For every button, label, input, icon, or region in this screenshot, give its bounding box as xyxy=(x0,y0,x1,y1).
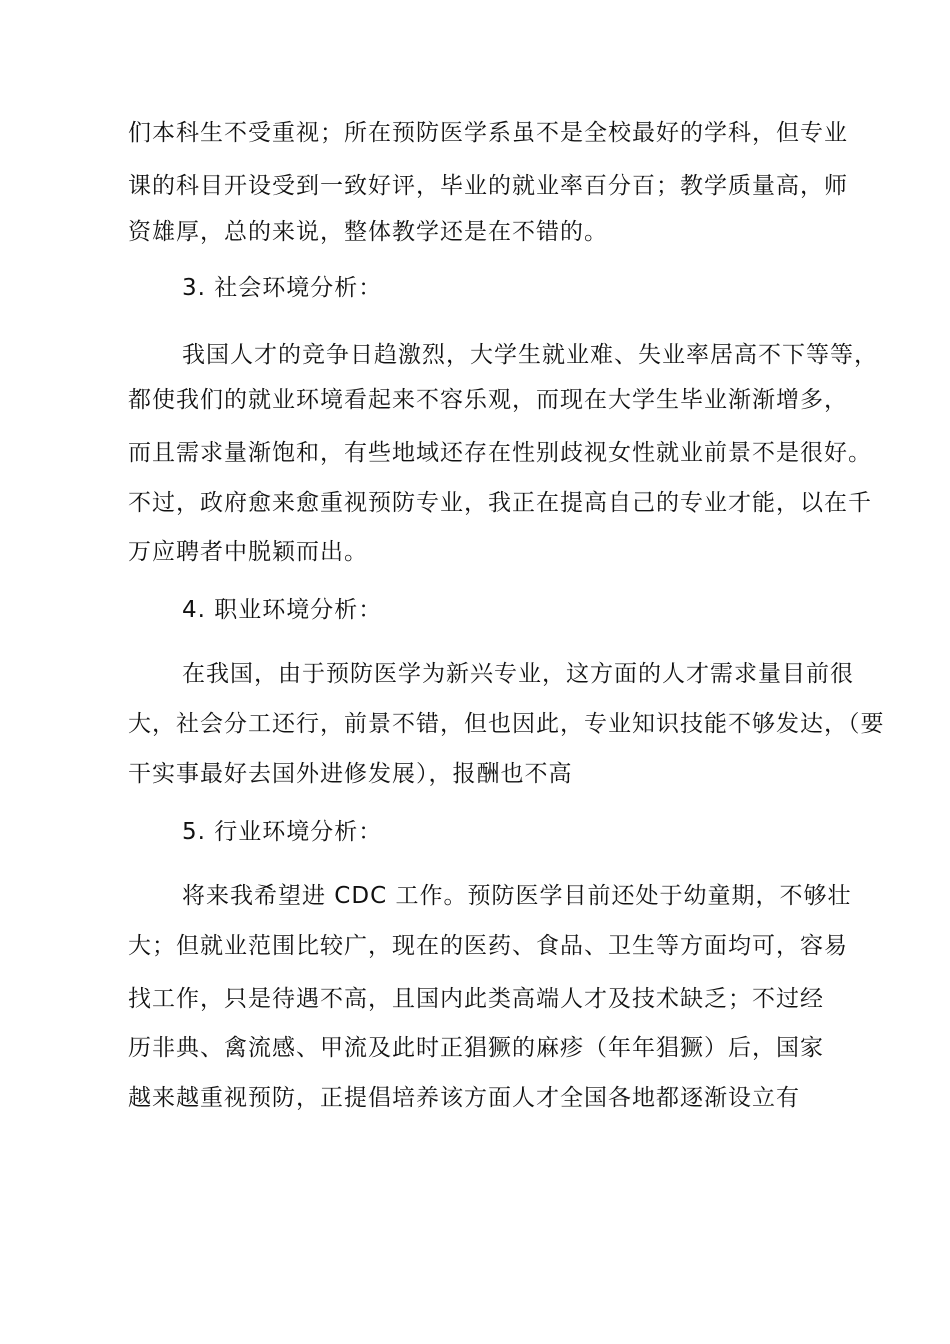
paragraph-line: 历非典、禽流感、甲流及此时正猖獗的麻疹（年年猖獗）后，国家 xyxy=(128,1035,824,1061)
paragraph-line: 越来越重视预防，正提倡培养该方面人才全国各地都逐渐设立有 xyxy=(128,1085,800,1111)
section-heading: 5. 行业环境分析： xyxy=(182,819,383,845)
paragraph-line: 们本科生不受重视；所在预防医学系虽不是全校最好的学科，但专业 xyxy=(128,120,848,146)
paragraph-line: 都使我们的就业环境看起来不容乐观，而现在大学生毕业渐渐增多， xyxy=(128,387,848,413)
paragraph-line: 大；但就业范围比较广，现在的医药、食品、卫生等方面均可，容易 xyxy=(128,933,848,959)
paragraph-line: 而且需求量渐饱和，有些地域还存在性别歧视女性就业前景不是很好。 xyxy=(128,440,872,466)
paragraph-line: 将来我希望进 CDC 工作。预防医学目前还处于幼童期，不够壮 xyxy=(182,883,852,909)
paragraph-line: 大，社会分工还行，前景不错，但也因此，专业知识技能不够发达，（要 xyxy=(128,711,885,737)
paragraph-line: 万应聘者中脱颖而出。 xyxy=(128,539,368,565)
paragraph-line: 不过，政府愈来愈重视预防专业，我正在提高自己的专业才能，以在千 xyxy=(128,490,872,516)
section-heading: 3. 社会环境分析： xyxy=(182,275,383,301)
paragraph-line: 课的科目开设受到一致好评，毕业的就业率百分百；教学质量高，师 xyxy=(128,173,848,199)
section-heading: 4. 职业环境分析： xyxy=(182,597,383,623)
paragraph-line: 在我国，由于预防医学为新兴专业，这方面的人才需求量目前很 xyxy=(182,661,854,687)
paragraph-line: 找工作，只是待遇不高，且国内此类高端人才及技术缺乏；不过经 xyxy=(128,986,824,1012)
paragraph-line: 资雄厚，总的来说，整体教学还是在不错的。 xyxy=(128,219,608,245)
paragraph-line: 干实事最好去国外进修发展），报酬也不高 xyxy=(128,761,573,787)
paragraph-line: 我国人才的竞争日趋激烈，大学生就业难、失业率居高不下等等， xyxy=(182,342,878,368)
